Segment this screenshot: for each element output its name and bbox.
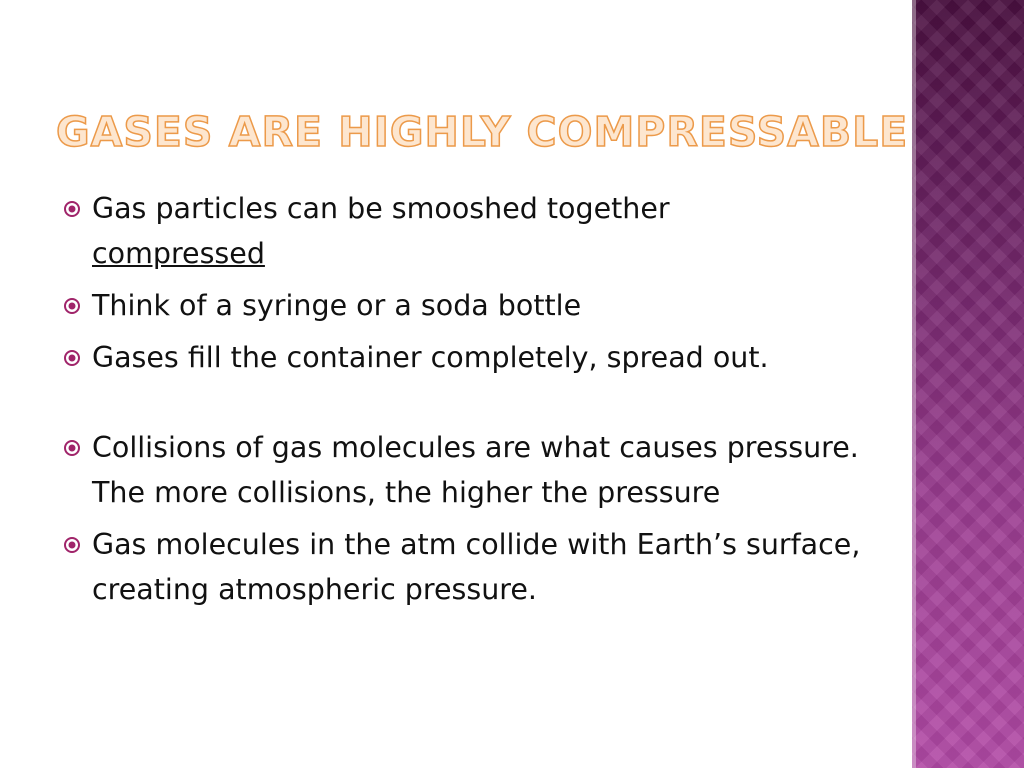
decorative-side-band xyxy=(912,0,1024,768)
circle-dot-icon xyxy=(62,283,92,328)
circle-dot-icon xyxy=(62,186,92,231)
circle-dot-icon xyxy=(62,522,92,567)
circle-dot-icon xyxy=(62,335,92,380)
bullet-list xyxy=(62,186,882,619)
circle-dot-icon xyxy=(62,425,92,470)
bullet-text: Think of a syringe or a soda bottle xyxy=(92,289,582,322)
bullet-item xyxy=(62,425,882,515)
bullet-main-text: Gas particles can be smooshed together xyxy=(92,192,670,225)
bullet-text xyxy=(92,186,882,276)
slide-title: GASES ARE HIGHLY COMPRESSABLE xyxy=(56,108,909,156)
bullet-text: Gases fill the container completely, spread out. xyxy=(92,341,769,374)
bullet-emphasis-text: compressed xyxy=(92,237,265,270)
bullet-item xyxy=(62,522,882,612)
bullet-text: Collisions of gas molecules are what causes pressure. The more collisions, the higher the pressure xyxy=(92,431,859,509)
bullet-text: Gas molecules in the atm collide with Earth’s surface, creating atmospheric pressure. xyxy=(92,528,861,606)
bullet-item xyxy=(62,186,882,276)
bullet-item xyxy=(62,283,882,328)
bullet-item xyxy=(62,335,882,380)
